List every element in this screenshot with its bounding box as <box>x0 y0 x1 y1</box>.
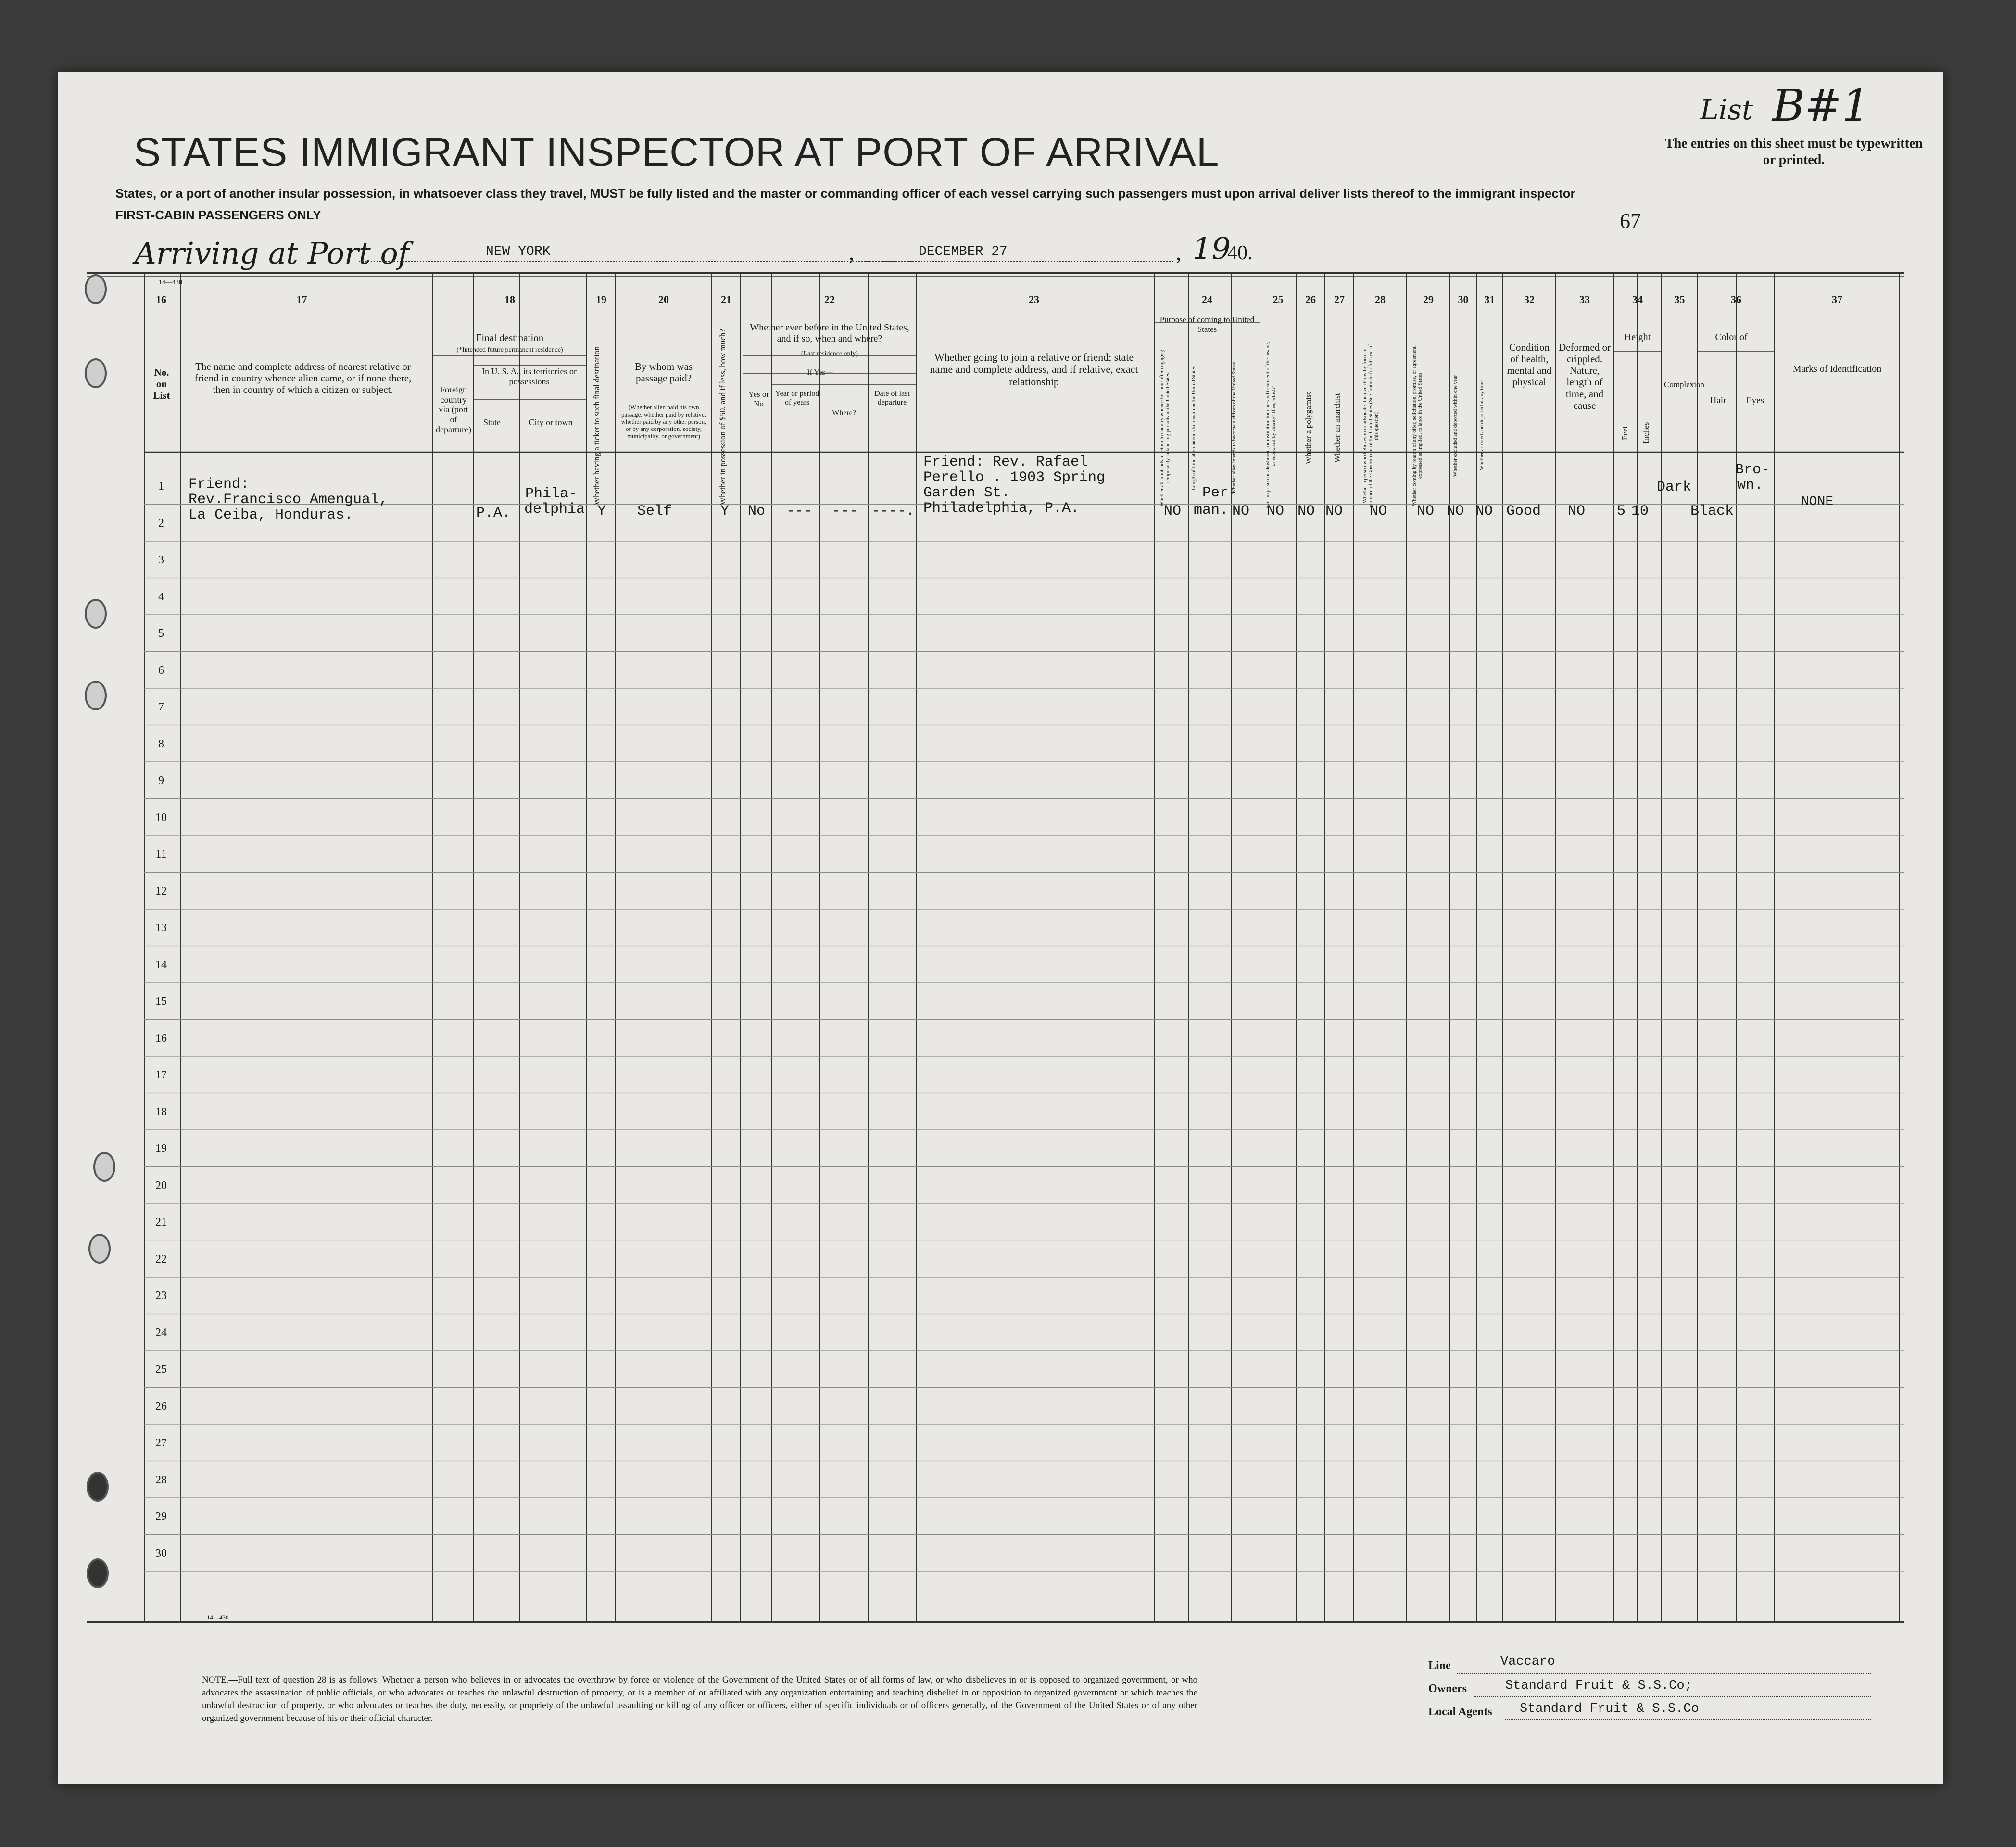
header-offer: Whether coming by reason of any offer, solicitation, promise, or agreement, expressed or implied, to labor in the United States <box>1411 345 1424 506</box>
col-num-25: 25 <box>1273 293 1284 305</box>
header-no-on-list: No. on List <box>153 367 170 402</box>
arriving-label: Arriving at Port of <box>135 236 409 271</box>
col-num-30: 30 <box>1458 293 1469 305</box>
header-relative-address: The name and complete address of nearest relative or friend in country whence alien came, or if none there, then in country of which a citizen or subject. <box>194 361 412 396</box>
entry-overthrow: NO <box>1370 503 1387 519</box>
header-ticket: Whether having a ticket to such final destination <box>592 346 601 505</box>
punch-hole <box>87 1472 109 1502</box>
header-city: City or town <box>529 417 573 427</box>
header-purpose-length: Length of time alien intends to remain in the United States <box>1191 366 1197 490</box>
row-number: 7 <box>158 701 164 713</box>
entry-excluded: NO <box>1447 503 1464 519</box>
owners-underline <box>1474 1696 1871 1697</box>
typewritten-note: The entries on this sheet must be typewritten or printed. <box>1665 136 1923 167</box>
row-number: 11 <box>155 848 167 860</box>
entry-city-line1: Phila- <box>525 486 578 502</box>
entry-eyes-line1: Bro- <box>1735 462 1770 478</box>
entry-join-line1: Friend: Rev. Rafael <box>923 454 1088 470</box>
header-going-to-join: Whether going to join a relative or friend; state name and complete address, and if relative, exact relationship <box>930 351 1138 388</box>
header-health: Condition of health, mental and physical <box>1507 342 1552 388</box>
header-height: Height <box>1624 332 1651 342</box>
entry-health: Good <box>1506 503 1541 519</box>
header-if-yes: If Yes— <box>807 368 833 377</box>
header-complexion: Complexion <box>1664 380 1705 389</box>
ruled-grid <box>58 72 1943 1784</box>
header-color-of: Color of— <box>1715 332 1757 342</box>
header-purpose-citizen: Whether alien intends to become a citizen of the United States <box>1231 362 1237 494</box>
header-anarchist: Whether an anarchist <box>1333 393 1342 463</box>
col-num-33: 33 <box>1579 293 1590 305</box>
row-number: 27 <box>155 1437 167 1449</box>
col-num-34: 34 <box>1632 293 1643 305</box>
entry-complexion: Dark <box>1657 479 1692 495</box>
header-date-departure: Date of last departure <box>874 390 910 407</box>
entry-offer: NO <box>1417 503 1435 519</box>
row-number: 25 <box>155 1363 167 1376</box>
owners-value: Standard Fruit & S.S.Co; <box>1505 1679 1692 1693</box>
year-suffix: 40. <box>1227 242 1253 264</box>
header-deformed: Deformed or crippled. Nature, length of time, and cause <box>1559 342 1611 411</box>
col-num-36: 36 <box>1731 293 1741 305</box>
page-title: STATES IMMIGRANT INSPECTOR AT PORT OF ARRIVAL <box>134 129 1220 175</box>
header-prison: Ever in prison or almshouse, or institution for care and treatment of the insane, or supported by charity? If so, which? <box>1265 342 1277 509</box>
entry-marks: NONE <box>1801 494 1834 509</box>
col-num-16: 16 <box>156 293 166 305</box>
row-number: 17 <box>155 1069 167 1081</box>
owners-label: Owners <box>1428 1683 1467 1695</box>
col-num-20: 20 <box>658 293 669 305</box>
entry-length-line2: man. <box>1194 502 1229 519</box>
footnote-question-28: NOTE.—Full text of question 28 is as follows: Whether a person who believes in or advocates the overthrow by force or violence of the Government of the United States or of all forms of law, or who disbelieves in or is opposed to organized government, or who advocates the assassination of public officials, or who advocates or teaches the unlawful destruction of property, or is a member of or affiliated with any organization entertaining and teaching disbelief in or opposition to organized government or which teaches the unlawful destruction of property, or who advocates or teaches the duty, necessity, or propriety of the unlawful assaulting or killing of any officer or officers, either of specific individuals or of officers generally, of the Government of the United States or of any other organized government because of his or their official character. <box>202 1675 1197 1723</box>
row-number: 15 <box>155 995 167 1008</box>
header-where: Where? <box>832 409 856 417</box>
header-final-destination-sub: (*Intended future permanent residence) <box>456 346 563 354</box>
date-value: DECEMBER 27 <box>919 244 1008 259</box>
row-number: 9 <box>158 774 164 787</box>
row-number: 18 <box>155 1105 167 1118</box>
row-number: 26 <box>155 1400 167 1413</box>
col-num-18: 18 <box>504 293 515 305</box>
punch-hole <box>85 599 107 629</box>
row-number: 2 <box>158 517 164 530</box>
header-hair: Hair <box>1710 395 1726 405</box>
row-number: 21 <box>155 1216 167 1228</box>
header-state: State <box>483 417 501 427</box>
entry-return: NO <box>1164 503 1182 519</box>
entry-possession: Y <box>720 503 730 519</box>
entry-join-line4: Philadelphia, P.A. <box>923 500 1080 517</box>
entry-prison: NO <box>1267 503 1285 519</box>
header-excluded: Whether excluded and deported within one year <box>1452 375 1458 477</box>
row-number: 12 <box>155 885 167 898</box>
row-number: 14 <box>155 958 167 971</box>
col-num-28: 28 <box>1375 293 1386 305</box>
row-number: 13 <box>155 922 167 934</box>
list-label: List <box>1700 93 1753 126</box>
row-number: 10 <box>155 811 167 824</box>
header-purpose-return: Whether alien intends to return to country whence he came after engaging temporarily in laboring pursuits in the United States <box>1159 350 1171 506</box>
entry-hair: Black <box>1690 503 1734 519</box>
header-polygamist: Whether a polygamist <box>1304 392 1313 465</box>
row-number: 3 <box>158 554 164 566</box>
col-num-29: 29 <box>1423 293 1434 305</box>
col-num-24: 24 <box>1202 293 1212 305</box>
manifest-sheet: List B#1 The entries on this sheet must be typewritten or printed. STATES IMMIGRANT INSPECTOR AT PORT OF ARRIVAL States, or a port of another insular possession, in whatsoever class they travel, MUST be fully listed and the master or commanding officer of each vessel carrying such passengers must upon arrival deliver lists thereof to the immigrant inspector FIRST-CABIN PASSENGERS ONLY 67 Arriving at Port of NEW YORK , DECEMBER 27 , 19 40. 14—430 16 17 18 19 20 21 22 23 24 25 26 27 28 29 30 31 32 33 34 35 36 37 No. on List The name and complete address of nearest relative or friend in country whence alien came, or if none there, then in country of which a citizen or subject. Final destination (*Intended future permanent residence) Foreign country via (port of departure)— In U. S. A., its territories or possessions State City or town Whether having a ticket to such final destination By whom was passage paid? (Whether alien paid his own passage, whether paid by relative, whether paid by any other person, or by any corporation, society, municipality, or government) Whether in possession of $50, and if less, how much? Whether ever before in the United States, and if so, when and where? (Last residence only) Yes or No If Yes— Year or period of years Where? Date of last departure Whether going to join a relative or friend; state name and complete address, and if relative, exact relationship Purpose of coming to United States Whether alien intends to return to country whence he came after engaging temporarily in laboring pursuits in the United States Length of time alien intends to remain in the United States Whether alien intends to become a citizen of the United States Ever in prison or almshouse, or institution for care and treatment of the insane, or supported by charity? If so, which? Whether a polygamist Whether an anarchist Whether a person who believes in or advocates the overthrow by force or violence of the Government of the United States (See footnote for full text of this question) Whether coming by reason of any offer, solicitation, promise, or agreement, expressed or implied, to labor in the United States Whether excluded and deported within one year Whether arrested and deported at any time Condition of health, mental and physical Deformed or crippled. Nature, length of time, and cause Height Feet Inches Complexion Color of— Hair Eyes Marks of identification 1 2 3 4 5 6 7 8 9 10 11 12 13 14 15 16 17 18 19 20 21 22 23 24 25 26 27 28 29 30 Friend: Rev.Francisco Amengual, La Ceiba, Honduras. P.A. Phila- delphia Y Self Y No --- --- ----. Friend: Rev. Rafael Perello . 1903 Spring Garden St. Philadelphia, P.A. NO Per- man. NO NO NO NO NO NO NO NO Good NO 5 10 Dark Black Bro- wn. NONE 14—430 NOTE.—Full text of question 28 is as follows: Whether a person who believes in or advocates the overthrow by force or violence of the Government of the United States or of all forms of law, or who disbelieves in or is opposed to organized government, or who advocates the assassination of public officials, or who advocates or teaches the unlawful destruction of property, or is a member of or affiliated with any organization entertaining and teaching disbelief in or opposition to organized government or which teaches the unlawful destruction of property, or who advocates or teaches the duty, necessity, or propriety of the unlawful assaulting or killing of any officer or officers, either of specific individuals or of officers generally, of the Government of the United States or of any other organized government because of his or their official character. Line Vaccaro Owners Standard Fruit & S.S.Co; Local Agents Standard Fruit & S.S.Co <box>58 72 1943 1784</box>
entry-relative-line3: La Ceiba, Honduras. <box>189 507 353 523</box>
header-inches: Inches <box>1641 422 1651 444</box>
punch-hole <box>93 1152 115 1182</box>
entry-length-line1: Per- <box>1202 485 1237 501</box>
header-purpose: Purpose of coming to United States <box>1159 315 1255 334</box>
punch-hole <box>85 274 107 304</box>
port-value: NEW YORK <box>486 244 551 259</box>
col-num-32: 32 <box>1524 293 1535 305</box>
entry-relative-line2: Rev.Francisco Amengual, <box>189 492 388 508</box>
entry-deformed: NO <box>1568 503 1586 519</box>
entry-city-line2: delphia <box>524 501 585 518</box>
line-label: Line <box>1428 1659 1451 1672</box>
header-final-destination: Final destination <box>476 332 544 343</box>
col-num-37: 37 <box>1832 293 1842 305</box>
line-value: Vaccaro <box>1500 1655 1555 1669</box>
row-number: 22 <box>155 1252 167 1265</box>
entry-before-us: No <box>748 503 766 519</box>
row-number: 20 <box>155 1179 167 1192</box>
row-number: 4 <box>158 590 164 603</box>
entry-join-line2: Perello . 1903 Spring <box>923 469 1106 486</box>
punch-hole <box>88 1234 111 1264</box>
sheet-number: 67 <box>1620 209 1641 233</box>
row-number: 6 <box>158 664 164 677</box>
row-number: 1 <box>158 480 164 493</box>
bottom-form-ref: 14—430 <box>207 1614 229 1621</box>
row-number: 5 <box>158 627 164 640</box>
header-possession-50: Whether in possession of $50, and if less, how much? <box>718 329 727 505</box>
header-passage-paid: By whom was passage paid? <box>634 361 693 384</box>
list-handwritten-mark: B#1 <box>1772 80 1870 131</box>
row-number: 16 <box>155 1032 167 1045</box>
header-arrested: Whether arrested and deported at any time <box>1479 380 1485 471</box>
header-before-in-us-sub: (Last residence only) <box>801 350 858 357</box>
header-passage-paid-sub: (Whether alien paid his own passage, whether paid by relative, whether paid by any other person, or by any corporation, society, municipality, or government) <box>621 404 706 440</box>
entry-anarchist: NO <box>1325 503 1343 519</box>
top-form-ref: 14—430 <box>159 279 182 286</box>
entry-relative-line1: Friend: <box>189 476 250 493</box>
header-yes-no: Yes or No <box>748 390 769 408</box>
entry-citizen: NO <box>1232 503 1250 519</box>
row-number: 30 <box>155 1547 167 1560</box>
col-num-19: 19 <box>596 293 606 305</box>
line-underline <box>1457 1673 1871 1674</box>
punch-hole <box>87 1558 109 1588</box>
row-number: 19 <box>155 1142 167 1155</box>
header-feet: Feet <box>1620 426 1629 440</box>
entry-eyes-line2: wn. <box>1737 477 1764 493</box>
entry-state: P.A. <box>476 505 511 521</box>
entry-year: --- <box>786 503 813 519</box>
punch-hole <box>85 358 107 388</box>
entry-inches: 10 <box>1631 503 1649 519</box>
row-number: 28 <box>155 1473 167 1486</box>
col-num-21: 21 <box>721 293 731 305</box>
header-marks: Marks of identification <box>1792 364 1882 374</box>
header-in-usa: In U. S. A., its territories or possessions <box>482 367 577 386</box>
header-before-in-us: Whether ever before in the United States, and if so, when and where? <box>750 322 909 344</box>
col-num-17: 17 <box>296 293 307 305</box>
col-num-35: 35 <box>1674 293 1685 305</box>
col-num-26: 26 <box>1305 293 1316 305</box>
col-num-22: 22 <box>824 293 835 305</box>
entry-arrested: NO <box>1475 503 1493 519</box>
agents-label: Local Agents <box>1428 1706 1492 1718</box>
header-year: Year or period of years <box>775 390 819 407</box>
row-number: 29 <box>155 1510 167 1523</box>
entry-join-line3: Garden St. <box>923 485 1010 501</box>
row-number: 8 <box>158 737 164 750</box>
header-overthrow: Whether a person who believes in or advocates the overthrow by force or violence of the Government of the United States (See footnote for full text of this question) <box>1362 344 1380 507</box>
year-prefix: 19 <box>1193 231 1231 266</box>
header-eyes: Eyes <box>1746 395 1764 405</box>
entry-feet: 5 <box>1617 503 1626 519</box>
entry-paid-by: Self <box>637 503 672 519</box>
punch-hole <box>85 681 107 710</box>
header-foreign-country: Foreign country via (port of departure)— <box>436 385 471 444</box>
col-num-31: 31 <box>1484 293 1495 305</box>
agents-underline <box>1505 1719 1871 1720</box>
col-num-27: 27 <box>1334 293 1345 305</box>
col-num-23: 23 <box>1029 293 1039 305</box>
entry-polygamist: NO <box>1298 503 1315 519</box>
entry-departure: ----. <box>871 503 915 519</box>
class-line: FIRST-CABIN PASSENGERS ONLY <box>115 208 321 222</box>
row-number: 23 <box>155 1290 167 1302</box>
entry-where: --- <box>832 503 858 519</box>
entry-ticket: Y <box>597 503 606 519</box>
row-number: 24 <box>155 1326 167 1339</box>
subtitle: States, or a port of another insular possession, in whatsoever class they travel, MUST be fully listed and the master or commanding officer of each vessel carrying such passengers must upon arrival deliver lists thereof to the immigrant inspector <box>115 186 1575 201</box>
agents-value: Standard Fruit & S.S.Co <box>1520 1702 1699 1716</box>
